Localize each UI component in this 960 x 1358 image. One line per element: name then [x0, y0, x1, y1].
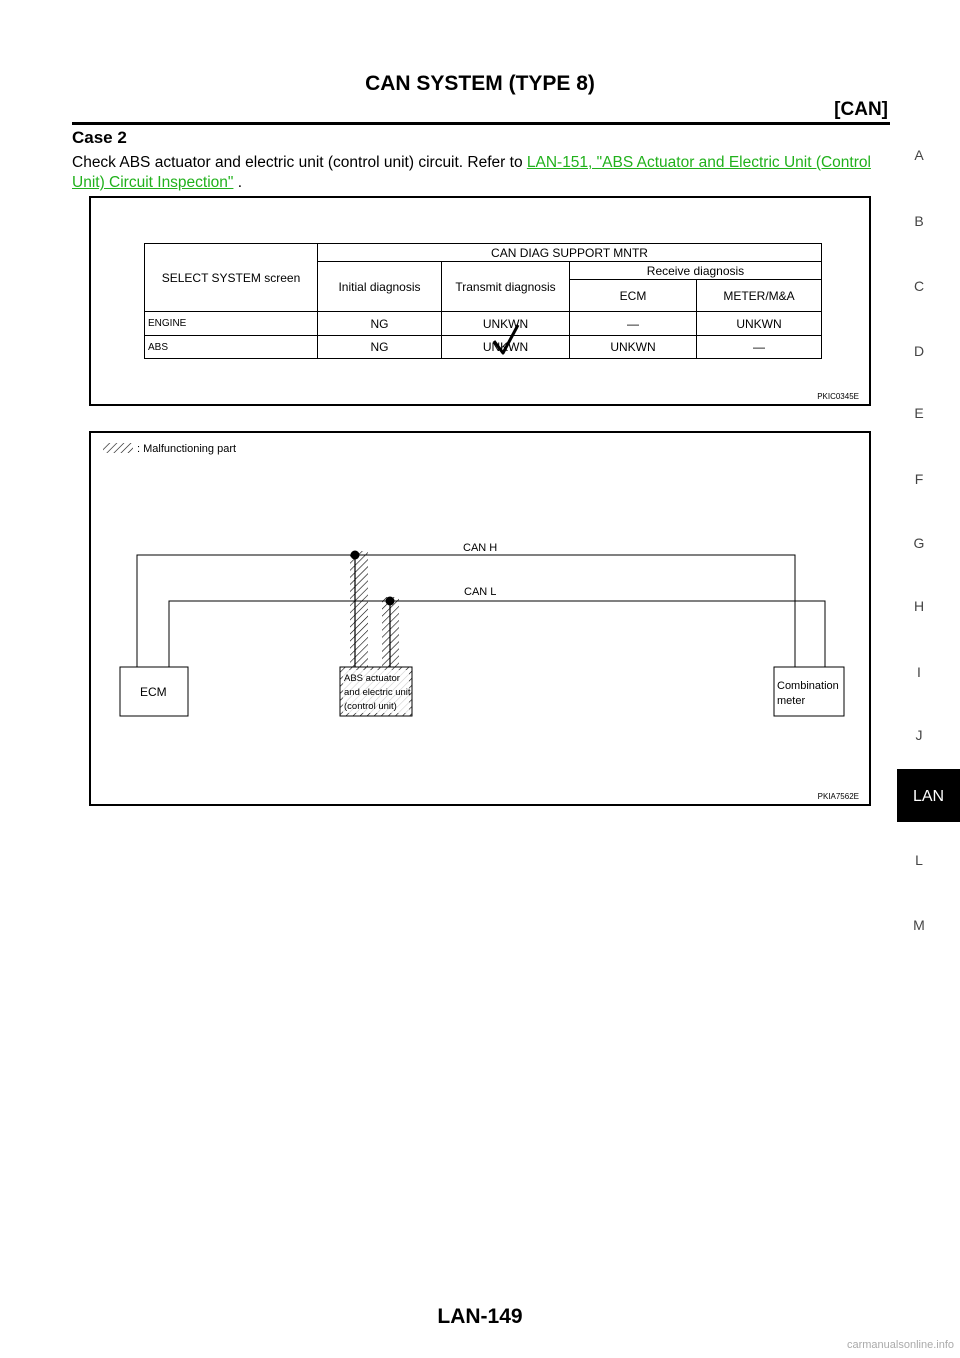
- legend-text: : Malfunctioning part: [137, 443, 237, 455]
- can-circuit-diagram: [91, 433, 869, 804]
- index-letter[interactable]: J: [915, 727, 923, 743]
- watermark: [0, 1339, 960, 1351]
- transmit-cell: UNKWN: [442, 312, 570, 336]
- index-letter[interactable]: E: [914, 405, 924, 421]
- transmit-diagnosis-header: Transmit diagnosis: [442, 262, 570, 312]
- meter-column-header: METER/M&A: [697, 280, 822, 312]
- inspection-link[interactable]: LAN-151, "ABS Actuator and Electric Unit (Control Unit) Circuit Inspection": [72, 154, 871, 191]
- system-cell: ENGINE: [145, 312, 318, 336]
- hatch-legend-icon: [103, 443, 133, 453]
- diagnosis-table: [144, 243, 822, 359]
- index-letter[interactable]: L: [915, 852, 923, 868]
- index-letter[interactable]: D: [913, 343, 925, 359]
- case-instruction: [72, 153, 890, 193]
- can-h-label: CAN H: [463, 542, 498, 554]
- figure-id: PKIA7562E: [817, 792, 859, 801]
- abs-label-line: and electric unit: [344, 687, 411, 698]
- page-number: LAN-149: [437, 1305, 523, 1328]
- table-row: [145, 312, 822, 336]
- can-l-label: CAN L: [464, 586, 497, 598]
- index-letter[interactable]: H: [913, 598, 925, 614]
- can-h-junction-icon: [351, 551, 360, 560]
- ecm-cell: —: [570, 312, 697, 336]
- initial-cell: NG: [318, 336, 442, 359]
- header-rule: [72, 122, 890, 125]
- abs-can-h-stub: [350, 551, 368, 667]
- meter-label-line: Combination: [777, 680, 839, 692]
- index-letter[interactable]: C: [913, 278, 925, 294]
- abs-label-line: (control unit): [344, 701, 397, 712]
- system-cell: ABS: [145, 336, 318, 359]
- index-letter[interactable]: A: [914, 147, 924, 163]
- index-letter[interactable]: B: [914, 213, 924, 229]
- figure-id: PKIC0345E: [817, 392, 859, 401]
- initial-cell: NG: [318, 312, 442, 336]
- index-letter[interactable]: F: [914, 471, 924, 487]
- ecm-label: ECM: [140, 685, 167, 699]
- case-heading: Case 2: [72, 128, 127, 147]
- lan-index-tab[interactable]: LAN: [897, 769, 960, 822]
- index-letter[interactable]: M: [913, 917, 925, 933]
- can-h-line: [137, 555, 795, 667]
- watermark-text: carmanualsonline.info: [846, 1339, 954, 1351]
- abs-label-line: ABS actuator: [344, 673, 400, 684]
- select-system-header: SELECT SYSTEM screen: [145, 244, 318, 312]
- diagnosis-figure: [89, 196, 871, 406]
- meter-cell: —: [697, 336, 822, 359]
- can-circuit-figure: [89, 431, 871, 806]
- can-diag-header: CAN DIAG SUPPORT MNTR: [318, 244, 822, 262]
- initial-diagnosis-header: Initial diagnosis: [318, 262, 442, 312]
- transmit-cell: UNKWN: [442, 336, 570, 359]
- instruction-text: Check ABS actuator and electric unit (control unit) circuit. Refer to: [72, 154, 527, 171]
- meter-label-line: meter: [777, 695, 806, 707]
- ecm-column-header: ECM: [570, 280, 697, 312]
- meter-cell: UNKWN: [697, 312, 822, 336]
- page-title: CAN SYSTEM (TYPE 8): [365, 72, 595, 95]
- ecm-cell: UNKWN: [570, 336, 697, 359]
- receive-diagnosis-header: Receive diagnosis: [570, 262, 822, 280]
- table-row: [145, 336, 822, 359]
- can-l-line: [169, 601, 825, 667]
- section-label: [CAN]: [834, 99, 888, 120]
- index-letter[interactable]: I: [917, 664, 921, 680]
- instruction-end: .: [233, 174, 243, 191]
- check-mark-icon: [491, 323, 521, 357]
- can-l-junction-icon: [386, 597, 395, 606]
- index-letter[interactable]: G: [913, 535, 925, 551]
